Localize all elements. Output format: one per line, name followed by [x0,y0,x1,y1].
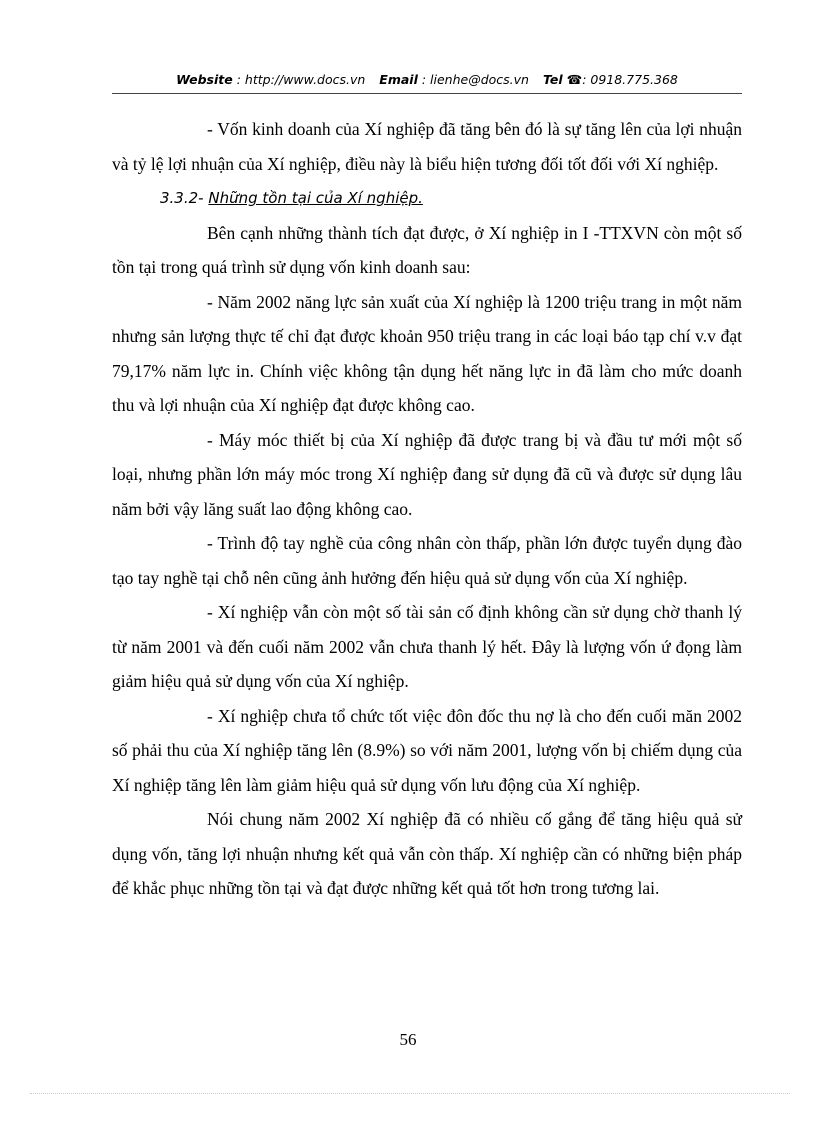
paragraph-equipment: - Máy móc thiết bị của Xí nghiệp đã được trang bị và đầu tư mới một số loại, nhưng phần lớn máy móc trong Xí nghiệp đang sử dụng đã cũ và được sử dụng lâu năm bởi vậy lăng suất lao động không cao. [112,429,742,519]
section-number: 3.3.2- [160,189,204,207]
paragraph-capital-growth: - Vốn kinh doanh của Xí nghiệp đã tăng bên đó là sự tăng lên của lợi nhuận và tỷ lệ lợi nhuận của Xí nghiệp, điều này là biểu hiện tương đối tốt đối với Xí nghiệp. [112,119,742,174]
paragraph-fixed-assets: - Xí nghiệp vẫn còn một số tài sản cố định không cần sử dụng chờ thanh lý từ năm 2001 và đến cuối năm 2002 vẫn chưa thanh lý hết. Đây là lượng vốn ứ đọng làm giảm hiệu quả sử dụng vốn của Xí nghiệp. [112,602,742,691]
paragraph-workforce: - Trình độ tay nghề của công nhân còn thấp, phần lớn được tuyển dụng đào tạo tay nghề tại chỗ nên cũng ảnh hưởng đến hiệu quả sử dụng vốn của Xí nghiệp. [112,533,742,588]
paragraph-capacity: - Năm 2002 năng lực sản xuất của Xí nghiệp là 1200 triệu trang in một năm nhưng sản lượng thực tế chỉ đạt được khoản 950 triệu trang in các loại báo tạp chí v.v đạt 79,17% năm lực in. Chính việc không tận dụng hết năng lực in đã làm cho mức doanh thu và lợi nhuận của Xí nghiệp đạt được không cao. [112,291,742,415]
paragraph-intro: Bên cạnh những thành tích đạt được, ở Xí nghiệp in I -TTXVN còn một số tồn tại trong quá trình sử dụng vốn kinh doanh sau: [112,222,742,277]
email-label: Email [379,72,418,87]
paragraph-conclusion: Nói chung năm 2002 Xí nghiệp đã có nhiều cố gắng để tăng hiệu quả sử dụng vốn, tăng lợi nhuận nhưng kết quả vẫn còn thấp. Xí nghiệp cần có những biện pháp để khắc phục những tồn tại và đạt được những kết quả tốt hơn trong tương lai. [112,809,742,898]
website-label: Website [176,72,233,87]
header-rule [112,93,742,94]
section-title: Những tồn tại của Xí nghiệp. [208,189,423,207]
footer-dotted-line [30,1093,790,1094]
email-value: : lienhe@docs.vn [421,72,529,87]
page-number: 56 [399,1030,417,1049]
phone-icon: ☎ [566,72,583,87]
tel-value: : 0918.775.368 [582,72,678,87]
tel-label: Tel [542,72,563,87]
page-header [112,72,742,87]
paragraph-receivables: - Xí nghiệp chưa tổ chức tốt việc đôn đốc thu nợ là cho đến cuối măn 2002 số phải thu của Xí nghiệp tăng lên (8.9%) so với năm 2001, lượng vốn bị chiếm dụng của Xí nghiệp tăng lên làm giảm hiệu quả sử dụng vốn lưu động của Xí nghiệp. [112,705,742,795]
document-body [112,112,742,906]
website-value: : http://www.docs.vn [236,72,366,87]
section-heading [112,181,742,216]
